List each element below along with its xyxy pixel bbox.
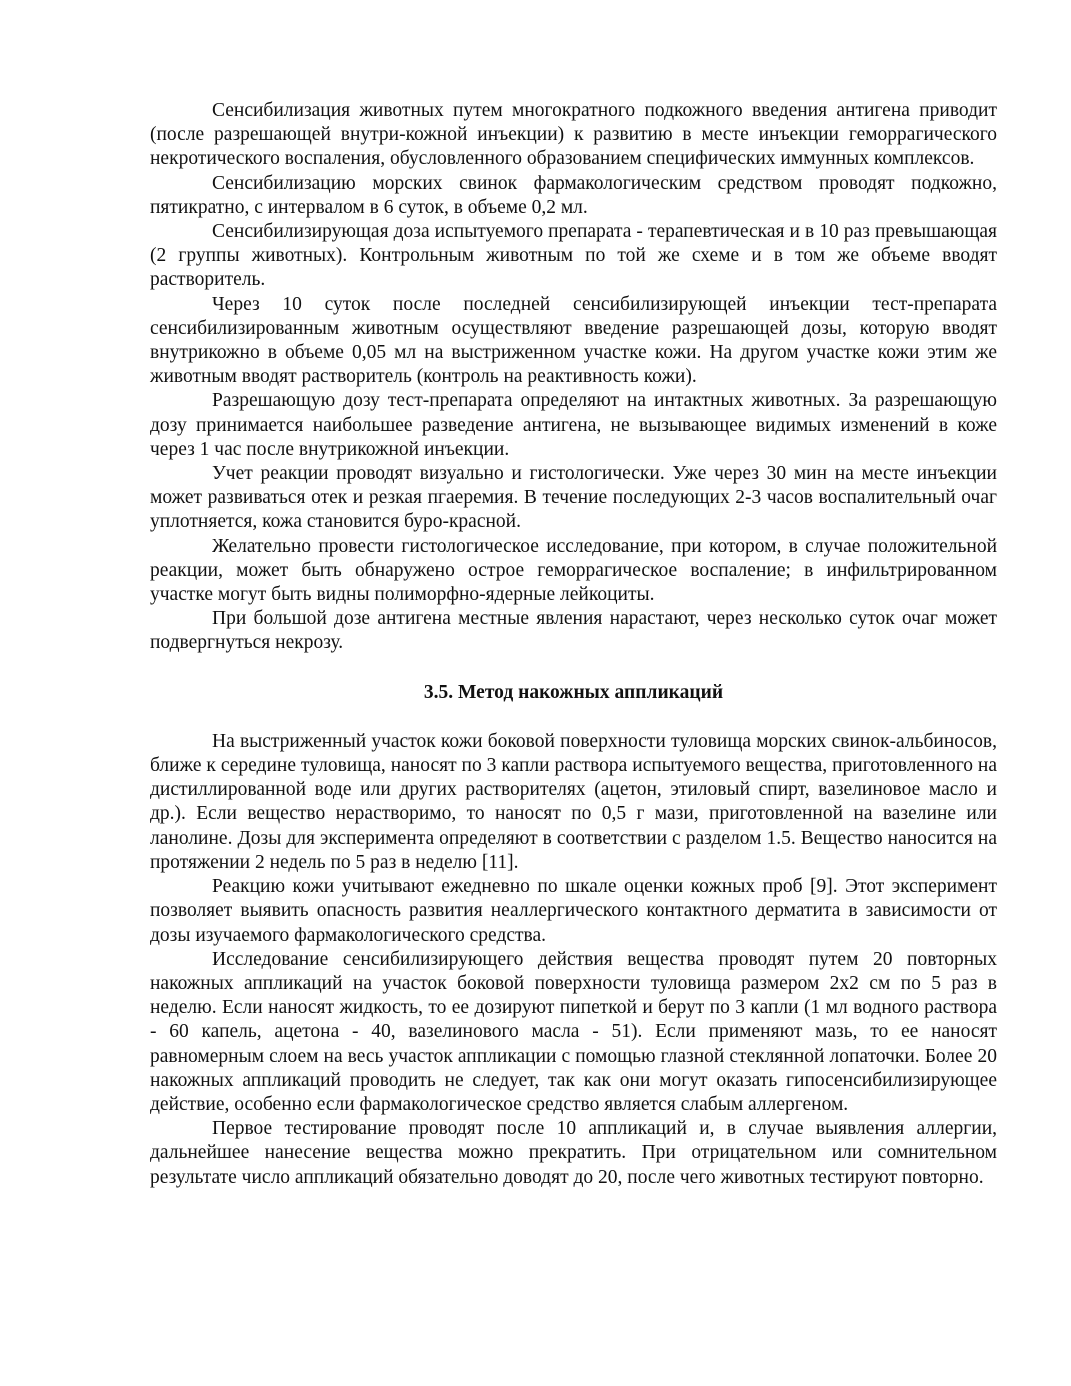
paragraph-histology: Желательно провести гистологическое исследование, при котором, в случае положительной реакции, может быть обнаружено острое геморрагическое воспаление; в инфильтрированном участке могут быть видны полиморфно-ядерные лейкоциты.	[150, 535, 997, 606]
paragraph-necrosis: При большой дозе антигена местные явления нарастают, через несколько суток очаг может подвергнуться некрозу.	[150, 608, 997, 654]
paragraph-skin-reaction: Реакцию кожи учитывают ежедневно по шкале оценки кожных проб [9]. Этот эксперимент позволяет выявить опасность развития неаллергического контактного дерматита в зависимости от дозы изучаемого фармакологического средства.	[150, 876, 997, 946]
paragraph-sensitizing-dose: Сенсибилизирующая доза испытуемого препарата - терапевтическая и в 10 раз превышающая (2 группы животных). Контрольным животным по той же схеме и в том же объеме вводят растворитель.	[150, 221, 997, 291]
paragraph-resolving-dose: Разрешающую дозу тест-препарата определяют на интактных животных. За разрешающую дозу принимается наибольшее разведение антигена, не вызывающее видимых изменений в коже через 1 час после внутрикожной инъекции.	[150, 390, 997, 460]
paragraph-application-method: На выстриженный участок кожи боковой поверхности туловища морских свинок-альбиносов, ближе к середине туловища, наносят по 3 капли раствора испытуемого вещества, приготовленного на дистиллированной воде или других растворителях (ацетон, этиловый спирт, вазелиновое масло и др.). Если вещество нерастворимо, то наносят по 0,5 г мази, приготовленной на вазелине или ланолине. Дозы для эксперимента определяют в соответствии с разделом 1.5. Вещество наносится на протяжении 2 недель по 5 раз в неделю [11].	[150, 730, 997, 873]
paragraph-resolving-injection: Через 10 суток после последней сенсибилизирующей инъекции тест-препарата сенсибилизированным животным осуществляют введение разрешающей дозы, которую вводят внутрикожно в объеме 0,05 мл на выстриженном участке кожи. На другом участке кожи этим же животным вводят растворитель (контроль на реактивность кожи).	[150, 293, 997, 388]
paragraph-sensitization-intro: Сенсибилизация животных путем многократного подкожного введения антигена приводит (после разрешающей внутри-кожной инъекции) к развитию в месте инъекции геморрагического некротического воспаления, обусловленного образованием специфических иммунных комплексов.	[150, 100, 997, 170]
paragraph-first-testing: Первое тестирование проводят после 10 аппликаций и, в случае выявления аллергии, дальнейшее нанесение вещества можно прекратить. При отрицательном или сомнительном результате число аппликаций обязательно доводят до 20, после чего животных тестируют повторно.	[150, 1118, 997, 1188]
section-heading: 3.5. Метод накожных аппликаций	[423, 681, 724, 703]
paragraph-repeated-applications: Исследование сенсибилизирующего действия вещества проводят путем 20 повторных накожных аппликаций на участок боковой поверхности туловища размером 2х2 см по 5 раз в неделю. Если наносят жидкость, то ее дозируют пипеткой и берут по 3 капли (1 мл водного раствора - 60 капель, ацетона - 40, вазелинового масла - 51). Если применяют мазь, то ее наносят равномерным слоем на весь участок аппликации с помощью глазной стеклянной лопаточки. Более 20 накожных аппликаций проводить не следует, так как они могут оказать гипосенсибилизирующее действие, особенно если фармакологическое средство является слабым аллергеном.	[150, 948, 997, 1115]
paragraph-reaction-assessment: Учет реакции проводят визуально и гистологически. Уже через 30 мин на месте инъекции может развиваться отек и резкая пгаеремия. В течение последующих 2-3 часов воспалительный очаг уплотняется, кожа становится буро-красной.	[150, 463, 997, 533]
paragraph-sensitization-schedule: Сенсибилизацию морских свинок фармакологическим средством проводят подкожно, пятикратно, с интервалом в 6 суток, в объеме 0,2 мл.	[150, 172, 997, 218]
document-page	[150, 99, 997, 1190]
